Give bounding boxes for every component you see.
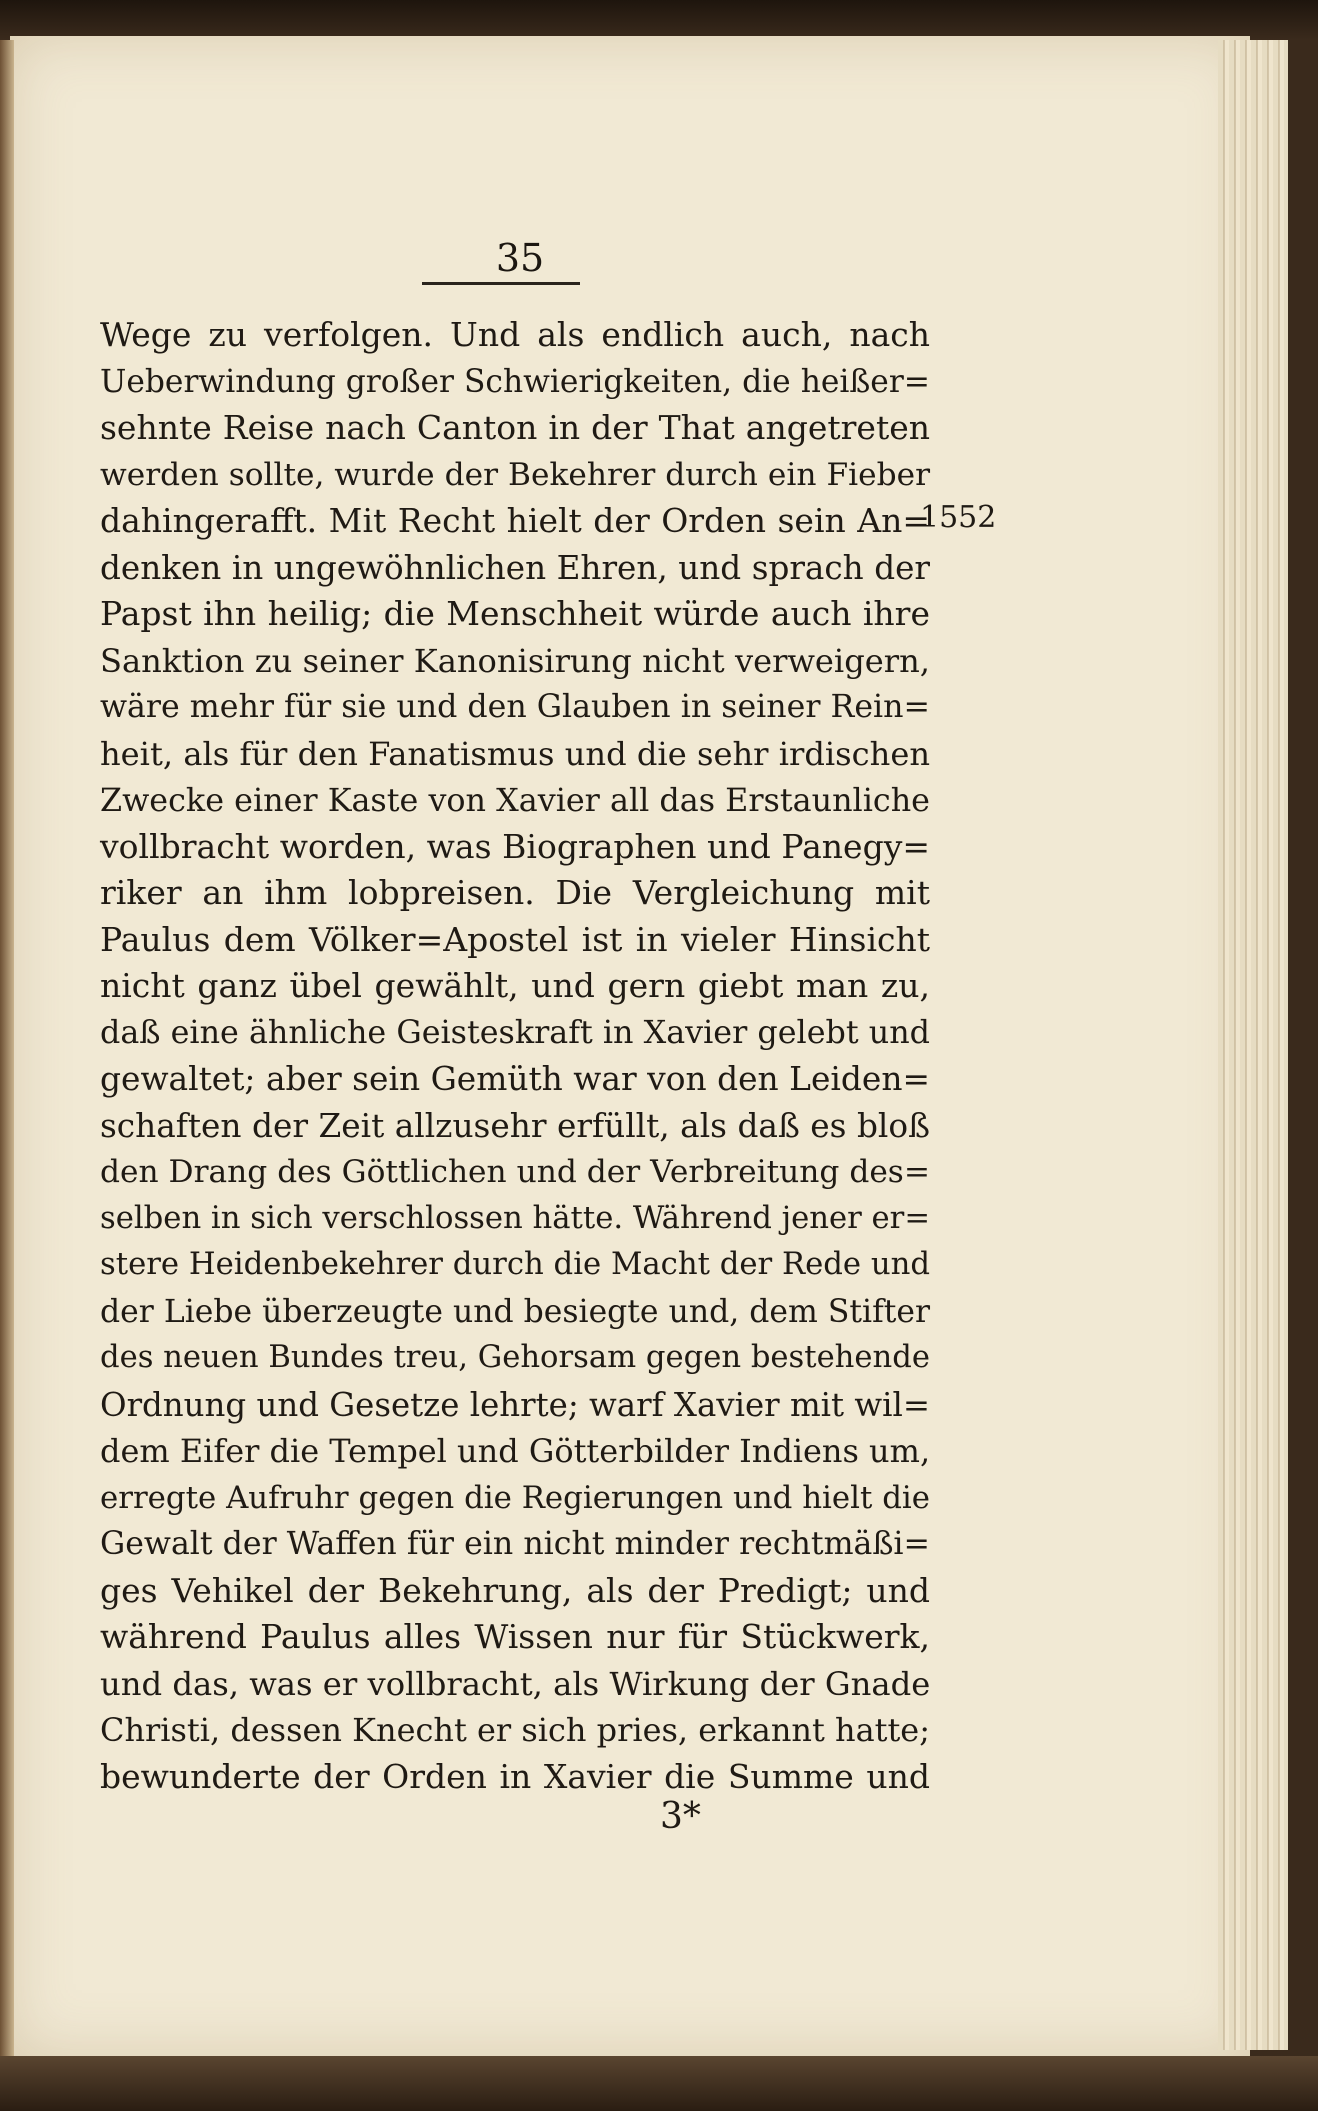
text-line: riker an ihm lobpreisen. Die Vergleichung mit (100, 873, 930, 912)
text-line: Paulus dem Völker=Apostel ist in vieler Hinsicht (100, 919, 930, 959)
signature-mark: 3* (660, 1796, 701, 1837)
text-line: und das, was er vollbracht, als Wirkung der Gnade (100, 1664, 931, 1703)
text-line: Ordnung und Gesetze lehrte; warf Xavier mit wil= (100, 1385, 930, 1424)
text-line: den Drang des Göttlichen und der Verbreitung des= (100, 1154, 930, 1190)
text-line: gewaltet; aber sein Gemüth war von den Leiden= (100, 1060, 930, 1098)
text-line: werden sollte, wurde der Bekehrer durch ein Fieber (100, 456, 930, 493)
page-number: 35 (495, 236, 545, 280)
text-line: nicht ganz übel gewählt, und gern giebt man zu, (100, 966, 930, 1005)
text-line: stere Heidenbekehrer durch die Macht der Rede und (100, 1247, 930, 1282)
text-line: schaften der Zeit allzusehr erfüllt, als daß es bloß (100, 1106, 930, 1145)
text-line: Papst ihn heilig; die Menschheit würde auch ihre (100, 594, 930, 633)
text-line: denken in ungewöhnlichen Ehren, und sprach der (100, 548, 930, 587)
text-line: Christi, dessen Knecht er sich pries, erkannt hatte; (100, 1711, 930, 1749)
text-line: sehnte Reise nach Canton in der That angetreten (100, 408, 930, 447)
text-line: selben in sich verschlossen hätte. Während jener er= (100, 1200, 931, 1236)
text-line: heit, als für den Fanatismus und die sehr irdischen (100, 734, 930, 773)
text-line: Ueberwindung großer Schwierigkeiten, die heißer= (100, 363, 930, 400)
text-line: ges Vehikel der Bekehrung, als der Predigt; und (100, 1570, 930, 1610)
text-line: während Paulus alles Wissen nur für Stückwerk, (100, 1617, 930, 1656)
text-line: dahingerafft. Mit Recht hielt der Orden sein An= (100, 501, 930, 540)
text-line: Gewalt der Waffen für ein nicht minder rechtmäßi= (100, 1526, 930, 1562)
body-text (100, 312, 930, 1800)
book-gutter (0, 40, 14, 2060)
text-line: des neuen Bundes treu, Gehorsam gegen bestehende (100, 1340, 930, 1375)
text-line: erregte Aufruhr gegen die Regierungen und hielt die (100, 1479, 930, 1516)
book-bottom-edge (0, 2056, 1318, 2111)
text-line: Zwecke einer Kaste von Xavier all das Erstaunliche (100, 781, 930, 819)
text-line: bewunderte der Orden in Xavier die Summe und (100, 1756, 930, 1796)
text-line: dem Eifer die Tempel und Götterbilder Indiens um, (100, 1432, 931, 1470)
header-rule (422, 282, 580, 285)
page-edges (1218, 40, 1288, 2050)
text-line: der Liebe überzeugte und besiegte und, dem Stifter (100, 1293, 930, 1330)
text-line: Wege zu verfolgen. Und als endlich auch, nach (100, 315, 930, 354)
text-line: wäre mehr für sie und den Glauben in seiner Rein= (100, 689, 930, 725)
text-line: daß eine ähnliche Geisteskraft in Xavier gelebt und (100, 1014, 930, 1051)
text-line: Sanktion zu seiner Kanonisirung nicht verweigern, (100, 641, 930, 680)
margin-year-note: 1552 (920, 500, 997, 535)
top-shadow (0, 0, 1318, 40)
text-line: vollbracht worden, was Biographen und Panegy= (100, 826, 930, 866)
